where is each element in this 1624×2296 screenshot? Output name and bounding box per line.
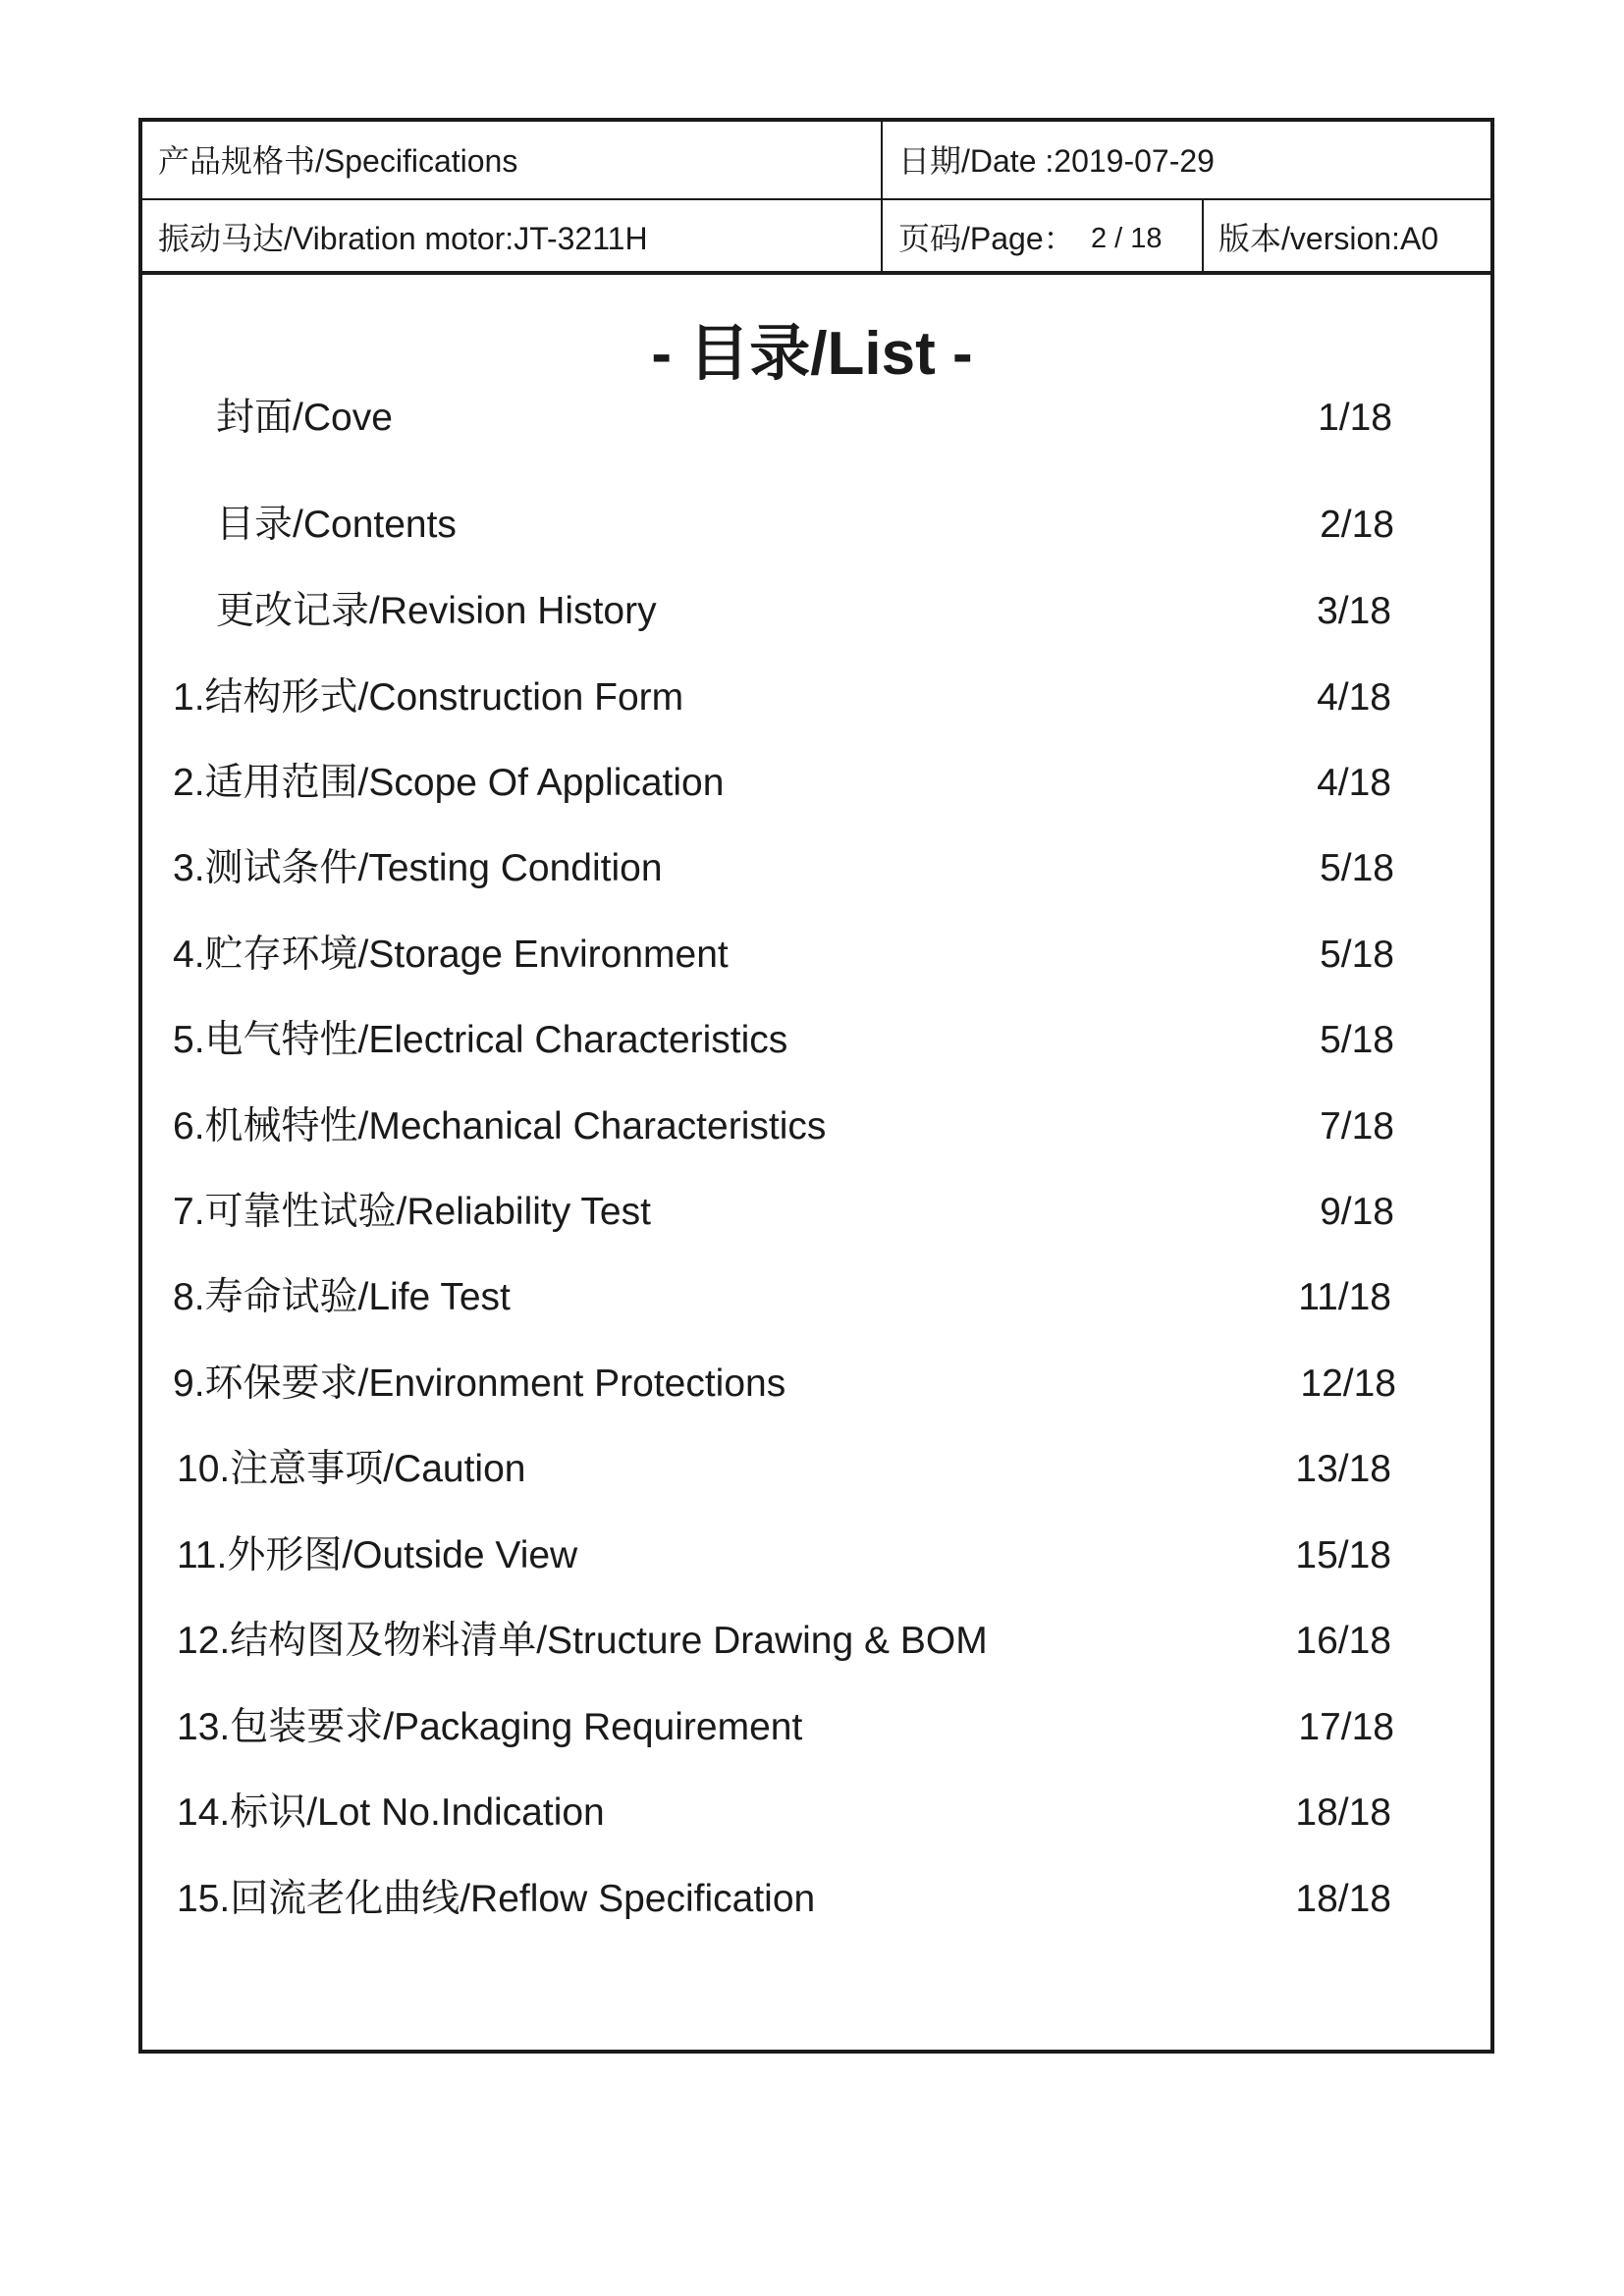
toc-entry-page: 4/18 — [1317, 676, 1391, 719]
toc-entry-title: 5.电气特性/Electrical Characteristics — [173, 1019, 788, 1061]
toc-entry-title: 14.标识/Lot No.Indication — [177, 1791, 605, 1834]
toc-entry-page: 4/18 — [1317, 762, 1391, 804]
toc-entry-title: 13.包装要求/Packaging Requirement — [177, 1706, 803, 1748]
toc-entry-title: 封面/Cove — [216, 397, 393, 439]
version-label: 版本/version:A0 — [1218, 221, 1439, 256]
toc-entry — [0, 1016, 1624, 1065]
spec-label: 产品规格书/Specifications — [158, 143, 518, 179]
toc-entry — [0, 1273, 1624, 1322]
header-divider-vertical-2 — [1202, 198, 1204, 271]
toc-entry-title: 更改记录/Revision History — [216, 590, 657, 632]
page-label: 页码/Page： — [898, 221, 1075, 256]
toc-entry-page: 7/18 — [1320, 1105, 1394, 1148]
toc-entry-page: 13/18 — [1295, 1448, 1391, 1490]
toc-entry-page: 9/18 — [1320, 1191, 1394, 1233]
toc-entry-title: 15.回流老化曲线/Reflow Specification — [177, 1878, 816, 1920]
toc-entry — [0, 759, 1624, 808]
document-header — [138, 118, 1494, 275]
toc-entry — [0, 1789, 1624, 1838]
toc-entry-title: 4.贮存环境/Storage Environment — [173, 934, 729, 976]
toc-entry-page: 1/18 — [1318, 397, 1392, 439]
toc-entry-title: 2.适用范围/Scope Of Application — [173, 762, 725, 804]
toc-entry-title: 7.可靠性试验/Reliability Test — [173, 1191, 651, 1233]
toc-entry-page: 2/18 — [1320, 504, 1394, 546]
date-label: 日期/Date :2019-07-29 — [898, 143, 1215, 179]
toc-entry-title: 目录/Contents — [216, 504, 457, 546]
toc-entry-page: 18/18 — [1295, 1878, 1391, 1920]
toc-entry-page: 17/18 — [1298, 1706, 1394, 1748]
toc-entry — [0, 844, 1624, 893]
toc-entry — [0, 1875, 1624, 1924]
toc-entry — [0, 394, 1624, 443]
page-title: - 目录/List - — [651, 320, 973, 388]
toc-entry-title: 12.结构图及物料清单/Structure Drawing & BOM — [177, 1620, 988, 1662]
toc-entry — [0, 1188, 1624, 1237]
toc-entry — [0, 501, 1624, 550]
toc-entry-page: 5/18 — [1320, 934, 1394, 976]
product-label: 振动马达/Vibration motor:JT-3211H — [158, 221, 648, 256]
toc-entry — [0, 673, 1624, 722]
toc-entry-page: 15/18 — [1295, 1534, 1391, 1576]
toc-entry-title: 9.环保要求/Environment Protections — [173, 1362, 786, 1405]
toc-entry — [0, 587, 1624, 636]
toc-entry-page: 5/18 — [1320, 847, 1394, 889]
header-divider-horizontal — [142, 198, 1490, 200]
toc-entry — [0, 1531, 1624, 1580]
toc-entry-page: 11/18 — [1298, 1276, 1391, 1318]
toc-entry — [0, 1617, 1624, 1666]
toc-entry-title: 8.寿命试验/Life Test — [173, 1276, 511, 1318]
toc-entry-page: 16/18 — [1295, 1620, 1391, 1662]
toc-entry-page: 3/18 — [1317, 590, 1391, 632]
toc-entry — [0, 1102, 1624, 1151]
toc-entry-title: 1.结构形式/Construction Form — [173, 676, 684, 719]
toc-entry — [0, 1445, 1624, 1494]
toc-entry-title: 6.机械特性/Mechanical Characteristics — [173, 1105, 827, 1148]
toc-entry-page: 12/18 — [1300, 1362, 1396, 1405]
toc-entry-title: 3.测试条件/Testing Condition — [173, 847, 663, 889]
toc-entry — [0, 1360, 1624, 1409]
toc-entry — [0, 1703, 1624, 1752]
page-value: 2 / 18 — [1091, 223, 1163, 254]
toc-entry-page: 18/18 — [1295, 1791, 1391, 1834]
toc-entry — [0, 931, 1624, 980]
header-divider-vertical-1 — [881, 122, 883, 271]
toc-entry-title: 11.外形图/Outside View — [177, 1534, 578, 1576]
toc-entry-title: 10.注意事项/Caution — [177, 1448, 526, 1490]
toc-entry-page: 5/18 — [1320, 1019, 1394, 1061]
